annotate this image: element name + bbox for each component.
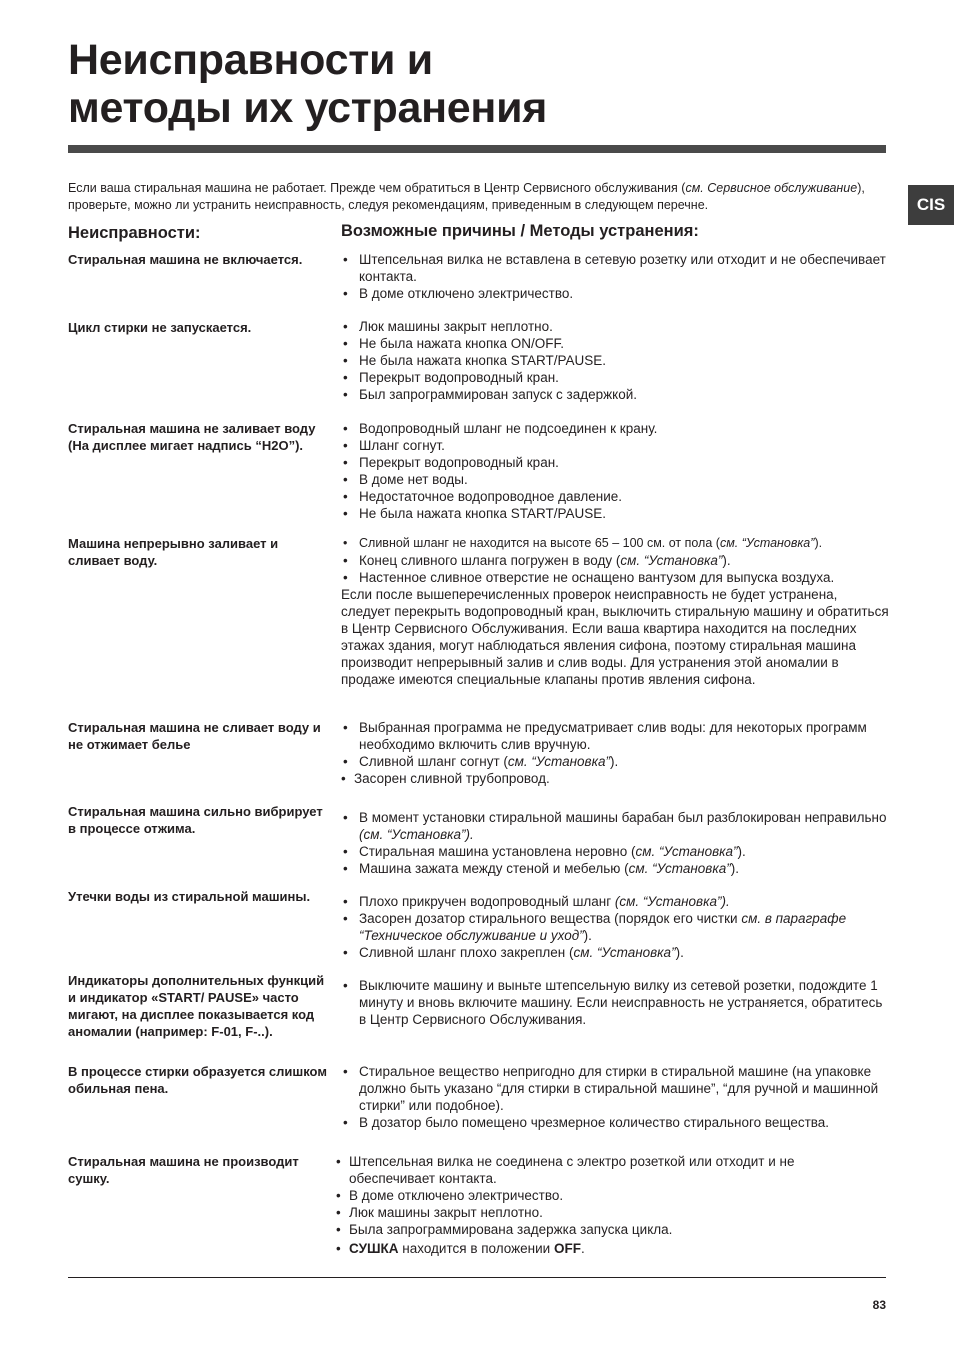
cause-text: Засорен дозатор стирального вещества (порядок его чистки bbox=[359, 911, 742, 926]
cause-text: находится в положении bbox=[398, 1241, 554, 1256]
fault-label: Стиральная машина не сливает воду и не отжимает белье bbox=[68, 720, 321, 752]
intro-text-3: ), проверьте, можно ли устранить неисправность, следуя рекомендациям, приведенным в следующем перечне. bbox=[68, 181, 865, 212]
cause-item: • Не была нажата кнопка START/PAUSE. bbox=[341, 505, 889, 522]
cause-item: • Засорен сливной трубопровод. bbox=[341, 770, 889, 787]
cause-text: В момент установки стиральной машины барабан был разблокирован неправильно bbox=[359, 810, 887, 825]
title-line-1: Неисправности и bbox=[68, 36, 433, 84]
cause-text: Сливной шланг согнут ( bbox=[359, 754, 508, 769]
siphon-note: Если после вышеперечисленных проверок неисправность не будет устранена, следует перекрыть водопроводный кран, выключить стиральную машину и обратиться в Центр Сервисного Обслуживания. Если ваша квартира находится на последних этажах здания, могут наблюдаться явления сифона, поэтому стиральная машина производит непрерывный залив и слив воды. Для устранения этой аномалии в продаже имеются специальные клапаны против явления сифона. bbox=[341, 587, 889, 687]
language-tab: CIS bbox=[908, 185, 954, 225]
title-rule bbox=[68, 145, 886, 153]
fault-label: В процессе стирки образуется слишком обильная пена. bbox=[68, 1064, 327, 1096]
fault-label: Индикаторы дополнительных функций и индикатор «START/ PAUSE» часто мигают, на дисплее показывается код аномалии (например: F-01, F-..). bbox=[68, 973, 325, 1039]
setting-value: OFF bbox=[553, 1241, 581, 1256]
cause-item: • Была запрограммирована задержка запуска цикла. bbox=[336, 1221, 884, 1238]
cause-item: • Штепсельная вилка не вставлена в сетевую розетку или отходит и не обеспечивает контакта. bbox=[341, 251, 889, 285]
cause-item bbox=[341, 893, 889, 910]
cause-item: • В доме отключено электричество. bbox=[336, 1187, 884, 1204]
cause-ref: см. “Установка” bbox=[573, 945, 676, 960]
fault-label: Стиральная машина сильно вибрирует в процессе отжима. bbox=[68, 804, 323, 836]
causes-list bbox=[341, 809, 889, 877]
cause-item: • Не была нажата кнопка START/PAUSE. bbox=[341, 352, 889, 369]
cause-text: Сливной шланг не находится на высоте 65 – 100 см. от пола ( bbox=[359, 536, 720, 550]
causes-list bbox=[341, 251, 889, 302]
cause-item: • Выключите машину и выньте штепсельную вилку из сетевой розетки, подождите 1 минуту и вновь включите машину. Если неисправность не устраняется, обратитесь в Центр Сервисного Обслуживания. bbox=[341, 977, 889, 1028]
cause-item bbox=[341, 552, 889, 569]
cause-item bbox=[341, 944, 889, 961]
title-line-2: методы их устранения bbox=[68, 84, 547, 132]
cause-item: • Водопроводный шланг не подсоединен к крану. bbox=[341, 420, 889, 437]
fault-label: Машина непрерывно заливает и сливает воду. bbox=[68, 536, 279, 568]
cause-text-end: ). bbox=[675, 945, 684, 960]
cause-text-end: ). bbox=[814, 536, 823, 550]
page-number: 83 bbox=[872, 1298, 886, 1312]
cause-item bbox=[336, 1240, 884, 1257]
causes-list bbox=[341, 893, 889, 961]
cause-item: • В доме нет воды. bbox=[341, 471, 889, 488]
causes-list bbox=[341, 318, 889, 403]
cause-item bbox=[341, 843, 889, 860]
cause-text-end: ). bbox=[722, 553, 731, 568]
causes-list bbox=[341, 1063, 889, 1131]
cause-text-end: ). bbox=[609, 754, 619, 769]
cause-item: • Шланг согнут. bbox=[341, 437, 889, 454]
causes-list bbox=[341, 420, 889, 522]
cause-item: • В дозатор было помещено чрезмерное количество стирального вещества. bbox=[341, 1114, 889, 1131]
cause-text: Конец сливного шланга погружен в воду ( bbox=[359, 553, 621, 568]
causes-list bbox=[341, 719, 889, 787]
fault-label: Цикл стирки не запускается. bbox=[68, 320, 252, 335]
cause-item: • В доме отключено электричество. bbox=[341, 285, 889, 302]
causes-heading: Возможные причины / Методы устранения: bbox=[341, 222, 699, 240]
fault-label: Стиральная машина не производит сушку. bbox=[68, 1154, 299, 1186]
cause-item: • Недостаточное водопроводное давление. bbox=[341, 488, 889, 505]
cause-text: Машина зажата между стеной и мебелью ( bbox=[359, 861, 629, 876]
causes-list bbox=[341, 535, 889, 688]
cause-item bbox=[341, 809, 889, 843]
cause-text: Стиральная машина установлена неровно ( bbox=[359, 844, 636, 859]
intro-text-1: Если ваша стиральная машина не работает. Прежде чем обратиться в Центр Сервисного обслуживания ( bbox=[68, 181, 686, 195]
cause-item bbox=[341, 753, 889, 770]
cause-item bbox=[341, 860, 889, 877]
cause-item: • Люк машины закрыт неплотно. bbox=[341, 318, 889, 335]
setting-name: СУШКА bbox=[349, 1241, 399, 1256]
cause-ref: см. “Установка” bbox=[719, 536, 815, 550]
cause-ref: см. “Установка” bbox=[635, 844, 738, 859]
cause-ref: (см. “Установка”). bbox=[614, 894, 730, 909]
cause-ref: см. “Установка” bbox=[507, 754, 610, 769]
cause-item: • Люк машины закрыт неплотно. bbox=[336, 1204, 884, 1221]
cause-text-end: ). bbox=[730, 861, 739, 876]
fault-label: Стиральная машина не заливает воду (На дисплее мигает надпись “H2O”). bbox=[68, 421, 316, 453]
causes-list bbox=[341, 977, 889, 1028]
cause-item bbox=[341, 910, 889, 944]
cause-text-end: . bbox=[580, 1241, 585, 1256]
page-title bbox=[68, 36, 547, 132]
fault-label: Утечки воды из стиральной машины. bbox=[68, 889, 311, 904]
causes-list bbox=[336, 1153, 884, 1257]
cause-item: • Не была нажата кнопка ON/OFF. bbox=[341, 335, 889, 352]
cause-text: Плохо прикручен водопроводный шланг bbox=[359, 894, 615, 909]
cause-text: Сливной шланг плохо закреплен ( bbox=[359, 945, 574, 960]
cause-ref: см. “Установка” bbox=[620, 553, 723, 568]
footer-rule bbox=[68, 1277, 886, 1278]
cause-item bbox=[341, 535, 889, 552]
faults-heading: Неисправности: bbox=[68, 224, 201, 242]
cause-item: • Перекрыт водопроводный кран. bbox=[341, 369, 889, 386]
cause-ref: см. в параграфе “Техническое обслуживание и уход” bbox=[359, 911, 847, 943]
cause-item: • Настенное сливное отверстие не оснащено вантузом для выпуска воздуха. bbox=[341, 569, 889, 586]
cause-item: • Был запрограммирован запуск с задержкой. bbox=[341, 386, 889, 403]
cause-text-end: ). bbox=[583, 928, 592, 943]
intro-paragraph bbox=[68, 180, 888, 214]
cause-ref: см. “Установка” bbox=[628, 861, 731, 876]
cause-item: • Выбранная программа не предусматривает слив воды: для некоторых программ необходимо включить слив вручную. bbox=[341, 719, 889, 753]
fault-label: Стиральная машина не включается. bbox=[68, 252, 303, 267]
cause-item: • Перекрыт водопроводный кран. bbox=[341, 454, 889, 471]
cause-text-end: ). bbox=[737, 844, 746, 859]
cause-item: • Стиральное вещество непригодно для стирки в стиральной машине (на упаковке должно быть указано “для стирки в стиральной машине”, “для ручной и машинной стирки” или подобное). bbox=[341, 1063, 889, 1114]
cause-ref: (см. “Установка”). bbox=[359, 827, 474, 842]
intro-text-2: см. Сервисное обслуживание bbox=[685, 181, 858, 195]
cause-item: • Штепсельная вилка не соединена с электро розеткой или отходит и не обеспечивает контакта. bbox=[336, 1153, 884, 1187]
